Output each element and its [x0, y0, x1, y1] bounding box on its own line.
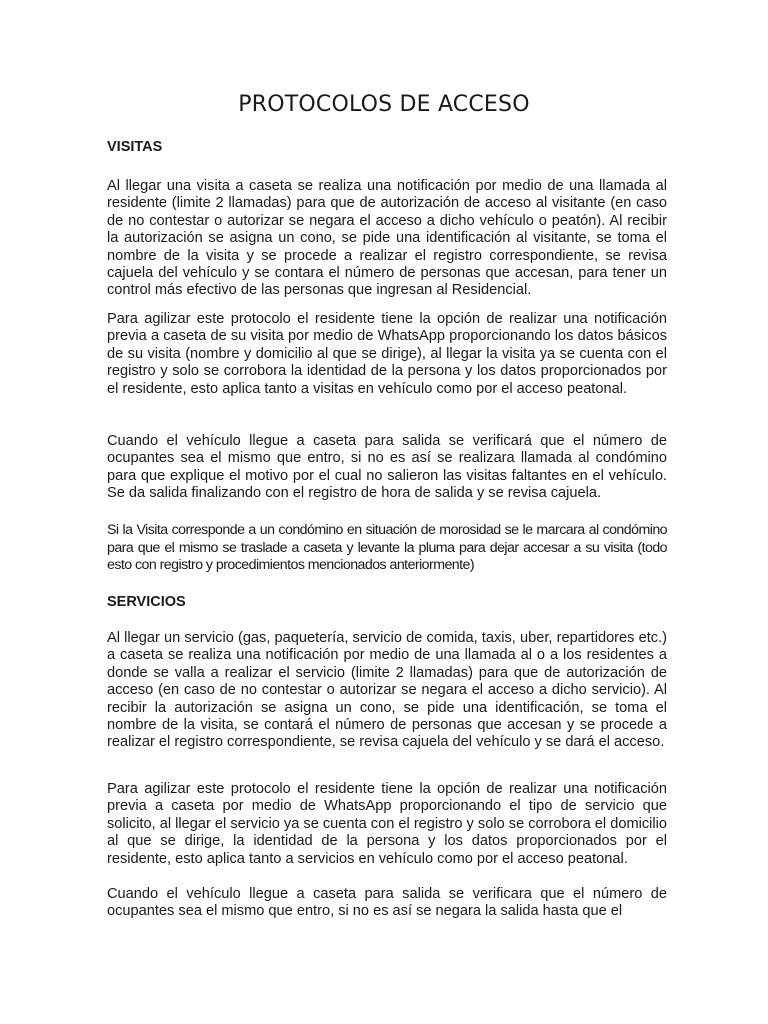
- visitas-paragraph-2: Para agilizar este protocolo el residente tiene la opción de realizar una notificación previa a caseta de su visita por medio de WhatsApp proporcionando los datos básicos de su visita (nombre y domicilio al que se dirige), al llegar la visita ya se cuenta con el registro y solo se corrobora la identidad de la persona y los datos proporcionados por el residente, esto aplica tanto a visitas en vehículo como por el acceso peatonal.: [107, 311, 667, 397]
- visitas-paragraph-1: Al llegar una visita a caseta se realiza una notificación por medio de una llamada al residente (limite 2 llamadas) para que de autorización de acceso al visitante (en caso de no contestar o autorizar se negara el acceso a dicho vehículo o peatón). Al recibir la autorización se asigna un cono, se pide una identificación al visitante, se toma el nombre de la visita y se procede a realizar el registro correspondiente, se revisa cajuela del vehículo y se contara el número de personas que accesan, para tener un control más efectivo de las personas que ingresan al Residencial.: [107, 178, 667, 299]
- visitas-paragraph-3: Cuando el vehículo llegue a caseta para salida se verificará que el número de ocupantes sea el mismo que entro, si no es así se realizara llamada al condómino para que explique el motivo por el cual no salieron las visitas faltantes en el vehículo. Se da salida finalizando con el registro de hora de salida y se revisa cajuela.: [107, 433, 667, 502]
- servicios-paragraph-2: Para agilizar este protocolo el residente tiene la opción de realizar una notificación previa a caseta por medio de WhatsApp proporcionando el tipo de servicio que solicito, al llegar el servicio ya se cuenta con el registro y solo se corrobora el domicilio al que se dirige, la identidad de la persona y los datos proporcionados por el residente, esto aplica tanto a servicios en vehículo como por el acceso peatonal.: [107, 781, 667, 867]
- servicios-paragraph-3: Cuando el vehículo llegue a caseta para salida se verificara que el número de ocupantes sea el mismo que entro, si no es así se negara la salida hasta que el: [107, 886, 667, 920]
- servicios-paragraph-1: Al llegar un servicio (gas, paquetería, servicio de comida, taxis, uber, repartidores etc.) a caseta se realiza una notificación por medio de una llamada al o a los residentes a donde se valla a realizar el servicio (limite 2 llamadas) para que de autorización de acceso (en caso de no contestar o autorizar se negara el acceso a dicho servicio). Al recibir la autorización se asigna un cono, se pide una identificación, se toma el nombre de la visita, se contará el número de personas que accesan y se procede a realizar el registro correspondiente, se revisa cajuela del vehículo y se dará el acceso.: [107, 630, 667, 751]
- visitas-paragraph-4: Si la Visita corresponde a un condómino en situación de morosidad se le marcara al condómino para que el mismo se traslade a caseta y levante la pluma para dejar accesar a su visita (todo esto con registro y procedimientos mencionados anteriormente): [107, 522, 667, 574]
- section-heading-visitas: VISITAS: [107, 139, 163, 155]
- document-title: PROTOCOLOS DE ACCESO: [238, 92, 530, 117]
- section-heading-servicios: SERVICIOS: [107, 594, 186, 610]
